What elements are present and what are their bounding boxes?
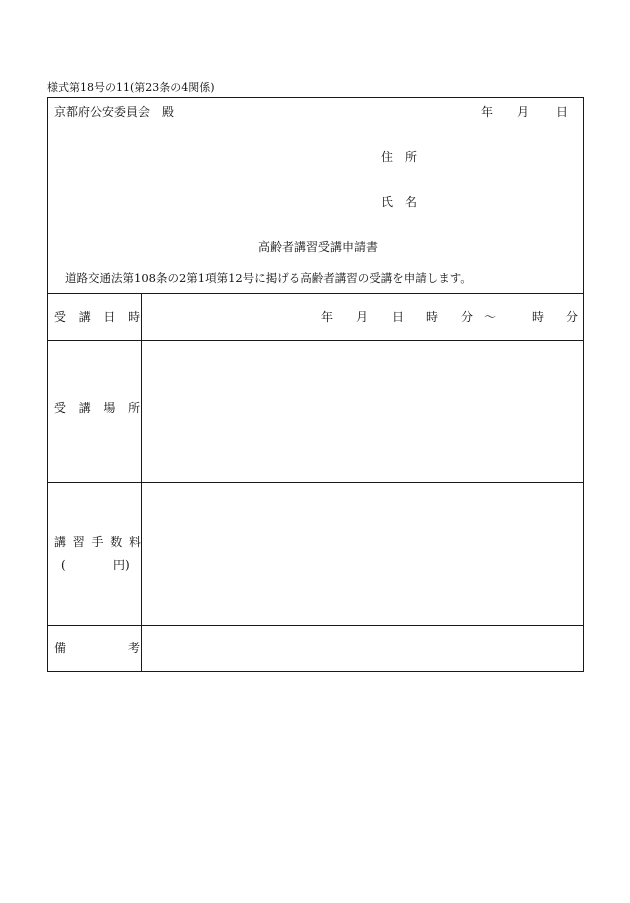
application-form bbox=[47, 97, 584, 672]
form-header bbox=[48, 98, 583, 293]
fee-label: 講習手数料 bbox=[54, 535, 148, 549]
submission-date-day-unit: 日 bbox=[556, 105, 569, 119]
datetime-end-hour-unit: 時 bbox=[532, 310, 545, 324]
fee-label-cell bbox=[48, 483, 148, 625]
name-label: 氏 名 bbox=[381, 195, 418, 209]
fee-unit-open: ( bbox=[61, 558, 66, 572]
datetime-month-unit: 月 bbox=[356, 310, 369, 324]
form-number: 様式第18号の11(第23条の4関係) bbox=[47, 81, 215, 94]
datetime-end-minute-unit: 分 bbox=[566, 310, 579, 324]
address-label: 住 所 bbox=[381, 150, 418, 164]
datetime-start-hour-unit: 時 bbox=[426, 310, 439, 324]
remarks-label: 備考 bbox=[54, 641, 203, 655]
datetime-start-minute-unit: 分 bbox=[461, 310, 474, 324]
venue-label: 受講場所 bbox=[54, 401, 153, 415]
datetime-range-separator: ～ bbox=[484, 310, 497, 324]
datetime-value-cell bbox=[142, 294, 583, 340]
remarks-label-cell bbox=[48, 626, 203, 671]
datetime-day-unit: 日 bbox=[392, 310, 405, 324]
fee-unit-close: 円) bbox=[113, 558, 130, 572]
application-statement: 道路交通法第108条の2第1項第12号に掲げる高齢者講習の受講を申請します。 bbox=[65, 271, 472, 285]
submission-date-month-unit: 月 bbox=[517, 105, 530, 119]
datetime-label-cell bbox=[48, 294, 153, 340]
fee-value-cell bbox=[142, 483, 583, 625]
addressee: 京都府公安委員会 殿 bbox=[54, 105, 175, 119]
datetime-label: 受講日時 bbox=[54, 310, 153, 324]
submission-date-year-unit: 年 bbox=[481, 105, 494, 119]
venue-value-cell bbox=[142, 341, 583, 482]
remarks-value-cell bbox=[142, 626, 583, 671]
venue-label-cell bbox=[48, 341, 153, 482]
datetime-year-unit: 年 bbox=[321, 310, 334, 324]
form-title: 高齢者講習受講申請書 bbox=[258, 240, 379, 254]
